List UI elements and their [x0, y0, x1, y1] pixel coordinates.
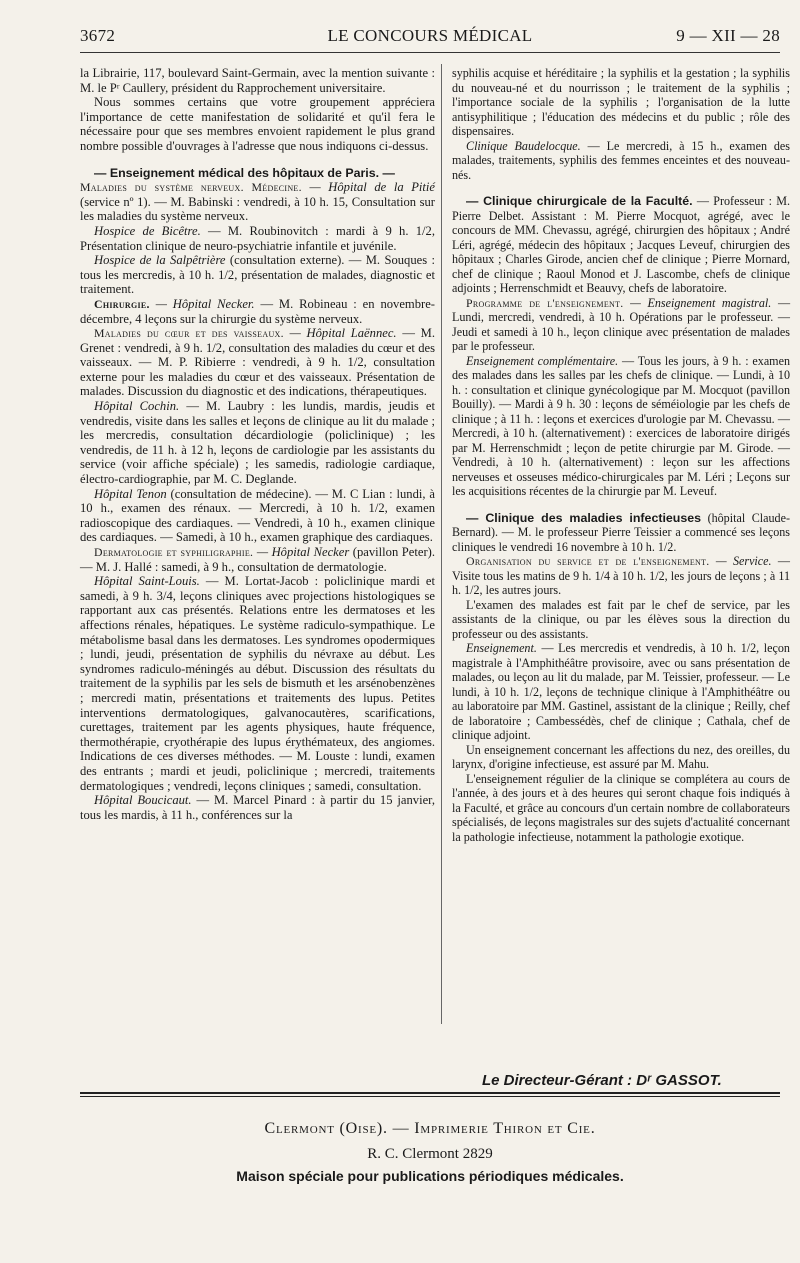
paragraph: la Librairie, 117, boulevard Saint-Germain, avec la mention suivante : M. le Pʳ Caullery, président du Rapprochement universitaire.	[80, 66, 435, 95]
paragraph: Un enseignement concernant les affections du nez, des oreilles, du larynx, d'origine infectieuse, est assuré par M. Mahu.	[452, 742, 790, 771]
paragraph	[80, 399, 435, 487]
footer-rule-thick	[80, 1092, 780, 1094]
paragraph-text: — M. Roubinovitch : mardi à 9 h. 1/2, Présentation clinique de neuro-psychiatrie infantile et juvénile.	[80, 223, 435, 253]
paragraph-text: (service nº 1). — M. Babinski : vendredi, à 10 h. 15, Consultation sur les maladies du système nerveux.	[80, 194, 435, 224]
hospital-name: — Hôpital Necker	[256, 545, 350, 559]
paragraph-text: — M. Grenet : vendredi, à 9 h. 1/2, consultation des maladies du cœur et des vaisseaux. — M. P. Ribierre : vendredi, à 9 h. 1/2, consultation externe pour les maladies du cœur et des vaisseaux. Présentation de malades. Discussion du diagnostic et des indications, thérapeutiques.	[80, 326, 436, 399]
issue-date: 9 — XII — 28	[676, 26, 780, 45]
paragraph	[452, 139, 790, 183]
paragraph	[80, 180, 435, 224]
paragraph-text: — M. Laubry : les lundis, mardis, jeudis et vendredis, visite dans les salles et leçons de clinique au lit du malade ; les mercredis, consultation décardiologie (policlinique) ; les vendredis, de 11 h. à 12 h, leçons de cardiologie par les assistants du service (voir affiche spéciale) ; les samedis, radiologie cardiaque, électro-cardiographie, par M. C. Deglande.	[80, 399, 435, 487]
clinic-name: Clinique Baudelocque.	[466, 138, 581, 153]
paragraph-text: — Lundi, mercredi, vendredi, à 10 h. Opérations par le professeur. — Jeudi et samedi à 10 h., leçon clinique avec présentation de malades par le professeur.	[452, 295, 791, 353]
section-heading	[80, 166, 435, 181]
paragraph-text: — Visite tous les matins de 9 h. 1/4 à 10 h. 1/2, les jours de leçons ; à 11 h. 1/2, les autres jours.	[452, 554, 790, 597]
publisher-specialty-line: Maison spéciale pour publications périodiques médicales.	[236, 1168, 624, 1184]
paragraph	[80, 793, 435, 822]
paragraph	[80, 297, 435, 326]
paragraph	[452, 554, 790, 598]
section-heading: — Clinique des maladies infectieuses	[466, 510, 702, 525]
smallcaps-label: Organisation du service et de l'enseignement.	[466, 554, 710, 568]
hospital-name: Hôpital Boucicaut.	[94, 793, 192, 808]
subsection-label: — Service.	[715, 554, 772, 568]
paragraph-text: — Les mercredis et vendredis, à 10 h. 1/2, leçon magistrale à l'Amphithéâtre provisoire, avec ou sans présentation de malades, ou leçon au lit du malade, par M. Teissier, professeur. — Le lundi, à 10 h. 1/2, leçons de technique clinique à l'Amphithéâtre ou au laboratoire par MM. Gastinel, assistant de la clinique ; Reilly, chef de laboratoire ; Cambessédès, chef de clinique ; Cathala, chef de clinique adjoint.	[452, 641, 790, 742]
subsection-label: Enseignement.	[466, 641, 537, 655]
paragraph: L'examen des malades est fait par le chef de service, par les assistants de la clinique, ou par les élèves sous la direction du professeur ou des assistants.	[452, 597, 790, 641]
smallcaps-label: Dermatologie et syphiligraphie.	[94, 545, 254, 559]
paragraph	[80, 545, 435, 574]
paragraph	[452, 296, 790, 354]
hospital-name: Hospice de Bicêtre.	[94, 223, 201, 238]
heading-text: — Enseignement médical des hôpitaux de Paris. —	[94, 165, 395, 180]
paragraph	[80, 253, 435, 297]
paragraph	[80, 224, 435, 253]
paragraph-text: — Professeur : M. Pierre Delbet. Assistant : M. Pierre Mocquot, agrégé, avec le concours de MM. Chevassu, agrégé, chirurgien des hôpitaux ; André Léri, agrégé, médecin des hôpitaux ; Jacques Leveuf, chirurgien des hôpitaux ; Charles Girode, ancien chef de clinique ; Pierre Mornard, chef de clinique ; Raoul Monod et J. Lascombe, chefs de clinique adjoints ; Herrenschmidt et Beauvy, chefs de laboratoire.	[452, 194, 790, 295]
printer-line: Clermont (Oise). — Imprimerie Thiron et Cie.	[264, 1120, 596, 1137]
paragraph	[80, 487, 435, 545]
paragraph-text: — Tous les jours, à 9 h. : examen des malades dans les salles par les chefs de clinique. — Lundi, à 10 h. : consultation et clinique gynécologique par M. Mocquot (pavillon Bouilly). — Mardi à 9 h. 30 : leçons de séméiologie par les chefs de clinique ; à 11 h. : leçons et exercices d'urologie par M. Chevassu. — Mercredi, à 10 h. (alternativement) : exercices de laboratoire dirigés par M. Herrenschmidt ; leçon de petite chirurgie par M. Girode. — Vendredi, à 10 h. (alternativement) : leçon sur les affections nerveuses et osseuses médico-chirurgicales par M. Léri ; Leçons sur les acquisitions récentes de la chirurgie par M. Leveuf.	[452, 353, 791, 498]
hospital-name: — Hôpital de la Pitié	[309, 180, 435, 195]
paragraph-text: (pavillon Peter). — M. J. Hallé : samedi, à 9 h., consultation de dermatologie.	[80, 545, 436, 574]
paragraph	[80, 574, 435, 793]
paragraph: Nous sommes certains que votre groupement appréciera l'importance de cette manifestation de solidarité et qu'il fera le nécessaire pour que ses membres envoient rapidement le plus grand nombre possible d'ouvrages à l'adresse que nous indiquons ci-dessus.	[80, 95, 435, 153]
hospital-name: Hospice de la Salpêtrière	[94, 253, 226, 268]
paragraph-text: — M. Lortat-Jacob : policlinique mardi et samedi, à 9 h. 3/4, leçons cliniques avec projections histologiques se rapportant aux cas présentés. Relations entre les dermatoses et les affections rénales, hépatiques. Le système radiculo-sympathique. Le métabolisme basal dans les dermatoses. Les syndromes opodermiques ; lundi, jeudi, présentation de syphilis du névraxe au début. Les syndromes radiculo-méningés au début. Discussion des résultats du traitement de la syphilis par les sels de bismuth et les arsénobenzènes ; mercredi matin, présentations et traitements des lupus. Petites interventions dermatologiques, galvanocautères, scarifications, curettages, traitement par les agents physiques, haute fréquence, thermothérapie, cryothérapie des lupus érythémateux, des angiomes. Indications de ces diverses méthodes. — M. Louste : lundi, examen des entrants ; mardi et jeudi, policlinique ; mercredi, traitements dermatologiques ; vendredi, leçons cliniques ; samedi, consultation.	[80, 574, 436, 793]
column-divider	[441, 64, 442, 1024]
paragraph: syphilis acquise et héréditaire ; la syphilis et la gestation ; la syphilis du nouveau-né et du nourrisson ; le traitement de la syphilis ; l'importance sociale de la syphilis ; l'organisation de la lutte antisyphilitique ; l'éducation des médecins et du public ; rôle des dispensaires.	[452, 66, 790, 138]
footer-rule-thin	[80, 1096, 780, 1097]
hospital-name: Hôpital Saint-Louis.	[94, 574, 200, 589]
paragraph-text: — Le mercredi, à 15 h., examen des malades, traitements, syphilis des femmes enceintes et des nouveau-nés.	[452, 138, 791, 182]
paragraph-text: — M. Robineau : en novembre-décembre, 4 leçons sur la chirurgie du système nerveux.	[80, 296, 436, 326]
smallcaps-label: Programme de l'enseignement.	[466, 295, 624, 310]
paragraph-text: (hôpital Claude-Bernard). — M. le professeur Pierre Teissier a commencé ses leçons cliniques le vendredi 16 novembre à 10 h. 1/2.	[452, 510, 790, 554]
paragraph	[80, 326, 435, 399]
section-heading: — Clinique chirurgicale de la Faculté.	[466, 194, 693, 208]
hospital-name: — Hôpital Laënnec.	[289, 326, 397, 341]
paragraph: L'enseignement régulier de la clinique se complétera au cours de l'année, à des jours et à des heures qui seront chaque fois indiqués à la Faculté, et grâce au concours d'un certain nombre de collaborateurs spécialisés, de leçons magistrales sur des sujets d'actualité concernant la pathologie infectieuse, notamment la pathologie exotique.	[452, 771, 790, 844]
subsection-label: Enseignement complémentaire.	[466, 353, 619, 368]
subsection-label: — Enseignement magistral.	[630, 295, 772, 310]
hospital-name: — Hôpital Necker.	[155, 296, 255, 311]
paragraph-text: (consultation externe). — M. Souques : tous les mercredis, à 10 h. 1/2, présentation de malades, diagnostic et traitement.	[80, 253, 435, 297]
running-header	[80, 26, 780, 48]
registry-line: R. C. Clermont 2829	[367, 1146, 493, 1162]
header-rule	[80, 52, 780, 53]
smallcaps-label: Maladies du cœur et des vaisseaux.	[94, 326, 284, 341]
paragraph-text: (consultation de médecine). — M. C Lian : lundi, à 10 h., examen des rénaux. — Mercredi, à 10 h. 1/2, examen radioscopique des cardiaques. — Vendredi, à 10 h., examen clinique des cardiaques. — Samedi, à 10 h., examen graphique des cardiaques.	[80, 486, 435, 545]
page-number: 3672	[80, 26, 116, 45]
smallcaps-label: Maladies du système nerveux. Médecine.	[80, 180, 302, 195]
paragraph	[452, 511, 790, 555]
hospital-name: Hôpital Tenon	[94, 486, 167, 501]
hospital-name: Hôpital Cochin.	[94, 399, 180, 414]
left-column	[80, 66, 435, 822]
right-column	[452, 66, 790, 844]
smallcaps-label: Chirurgie.	[94, 296, 150, 311]
paragraph	[452, 641, 790, 743]
paragraph	[452, 354, 790, 499]
director-signature: Le Directeur-Gérant : Dʳ GASSOT.	[482, 1072, 722, 1089]
journal-title: LE CONCOURS MÉDICAL	[327, 26, 533, 45]
paragraph-text: — M. Marcel Pinard : à partir du 15 janvier, tous les mardis, à 11 h., conférences sur la	[80, 793, 436, 822]
paragraph	[452, 194, 790, 296]
